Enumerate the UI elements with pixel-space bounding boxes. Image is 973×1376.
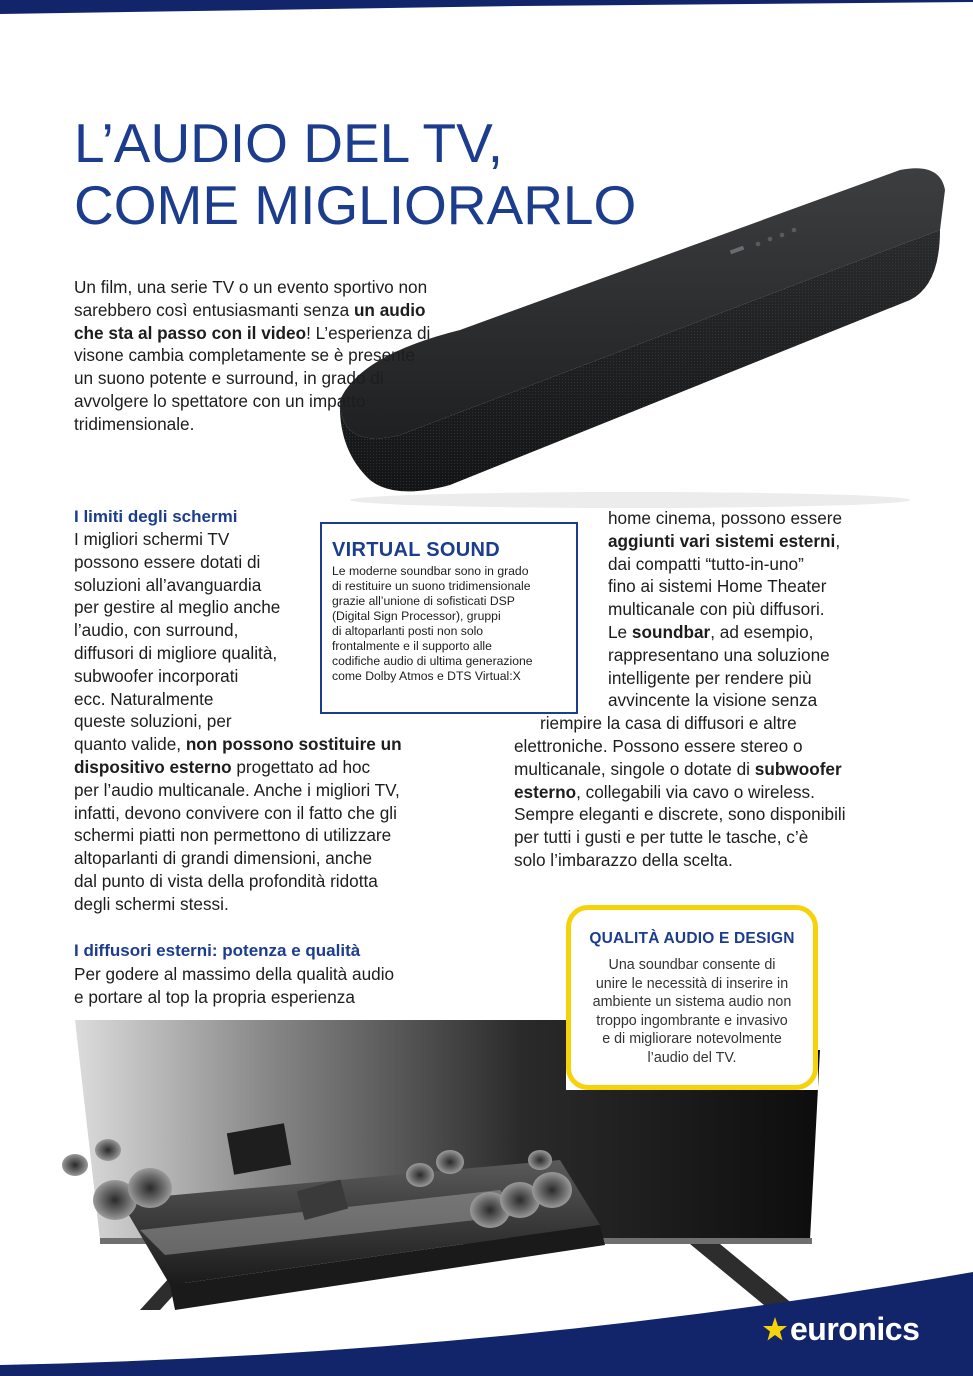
quality-line: troppo ingombrante e invasivo (596, 1012, 788, 1029)
vs-line: come Dolby Atmos e DTS Virtual:X (332, 669, 521, 683)
right-line (514, 621, 894, 644)
vs-line: codifiche audio di ultima generazione (332, 654, 533, 668)
vs-line: frontalmente e il supporto alle (332, 639, 492, 653)
right-bold: soundbar (631, 621, 711, 642)
right-line: multicanale con più diffusori. (608, 599, 825, 620)
right-text: multicanale, singole o dotate di (514, 758, 755, 779)
diffusori-line: e portare al top la propria esperienza (74, 986, 355, 1007)
right-line: fino ai sistemi Home Theater (608, 576, 827, 597)
limits-text: quanto valide, (74, 734, 186, 755)
intro-text-1: Un film, una serie TV o un evento sportivo non sarebbero così entusiasmanti senza (74, 277, 428, 320)
right-text: , (835, 530, 841, 551)
right-bold: esterno (514, 781, 577, 802)
quality-line: unire le necessità di inserire in (595, 975, 789, 992)
limits-line: per gestire al meglio anche (74, 597, 281, 618)
right-bold: aggiunti vari sistemi esterni (608, 530, 836, 551)
limits-bold: dispositivo esterno (74, 756, 232, 777)
logo-text: euronics (790, 1311, 920, 1347)
title-line-1: L’AUDIO DEL TV, (74, 112, 503, 174)
right-line (514, 758, 894, 781)
limits-line: per l’audio multicanale. Anche i migliori TV, (74, 779, 400, 800)
right-line: riempire la casa di diffusori e altre (540, 713, 797, 734)
limits-line: schermi piatti non permettono di utilizzare (74, 825, 392, 846)
right-text: Le (608, 621, 632, 642)
euronics-logo (762, 1312, 919, 1346)
limits-line: soluzioni all’avanguardia (74, 574, 262, 595)
diffusori-line: Per godere al massimo della qualità audio (74, 964, 395, 984)
right-line (514, 530, 894, 553)
diffusori-paragraph (74, 963, 494, 1009)
right-line: intelligente per rendere più (608, 667, 812, 688)
right-line: avvincente la visione senza (608, 690, 818, 711)
vs-line: (Digital Sign Processor), gruppi (332, 609, 501, 623)
right-line: Sempre eleganti e discrete, sono disponibili (514, 804, 846, 825)
limits-line: altoparlanti di grandi dimensioni, anche (74, 848, 373, 869)
right-line: solo l’imbarazzo della scelta. (514, 849, 733, 870)
quality-line: ambiente un sistema audio non (592, 994, 792, 1011)
limits-line (74, 756, 514, 779)
right-text: , ad esempio, (710, 621, 814, 642)
right-bold: subwoofer (754, 758, 842, 779)
diffusori-heading: I diffusori esterni: potenza e qualità (74, 941, 361, 960)
right-line: per tutti i gusti e per tutte le tasche, c’è (514, 827, 809, 848)
quality-box (566, 905, 818, 1090)
limits-line: ecc. Naturalmente (74, 688, 214, 709)
vs-line: grazie all’unione di sofisticati DSP (332, 594, 515, 608)
limits-line: degli schermi stessi. (74, 893, 229, 914)
right-text: , collegabili via cavo o wireless. (576, 781, 815, 802)
limits-heading: I limiti degli schermi (74, 507, 238, 526)
limits-text: progettato ad hoc (231, 756, 371, 777)
top-band (0, 0, 973, 18)
limits-line: queste soluzioni, per (74, 711, 232, 732)
limits-line: subwoofer incorporati (74, 665, 239, 686)
quality-line: e di migliorare notevolmente (602, 1031, 782, 1048)
right-line (514, 781, 894, 804)
right-line: home cinema, possono essere (608, 508, 843, 528)
quality-line: Una soundbar consente di (608, 957, 776, 973)
limits-line: possono essere dotati di (74, 551, 261, 572)
right-line: rappresentano una soluzione (608, 644, 830, 665)
limits-bold: non possono sostituire un (185, 734, 402, 755)
vs-line: di altoparlanti posti non solo (332, 624, 484, 638)
limits-line: I migliori schermi TV (74, 529, 230, 549)
title-line-2: COME MIGLIORARLO (74, 174, 637, 236)
right-column (514, 507, 894, 872)
limits-line: l’audio, con surround, (74, 620, 239, 641)
virtual-sound-title: VIRTUAL SOUND (332, 539, 500, 561)
limits-line (74, 733, 514, 756)
intro-bold: un audio che sta al passo con il video (74, 299, 426, 343)
intro-paragraph (74, 276, 434, 436)
intro-text-2: ! L’esperienza di visone cambia completamente se è presente un suono potente e surround, in grado di avvolgere lo spettatore con un impatto tridimensionale. (74, 322, 431, 434)
limits-line: infatti, devono convivere con il fatto che gli (74, 802, 397, 823)
vs-line: Le moderne soundbar sono in grado (332, 564, 529, 578)
right-line: elettroniche. Possono essere stereo o (514, 735, 803, 756)
vs-line: di restituire un suono tridimensionale (332, 579, 531, 593)
quality-line: l’audio del TV. (647, 1049, 737, 1066)
right-line: dai compatti “tutto-in-uno” (608, 553, 804, 574)
quality-text (571, 956, 813, 1068)
star-icon (762, 1316, 788, 1342)
limits-line: dal punto di vista della profondità ridotta (74, 870, 378, 891)
quality-title: QUALITÀ AUDIO E DESIGN (589, 930, 795, 947)
limits-line: diffusori di migliore qualità, (74, 642, 278, 663)
